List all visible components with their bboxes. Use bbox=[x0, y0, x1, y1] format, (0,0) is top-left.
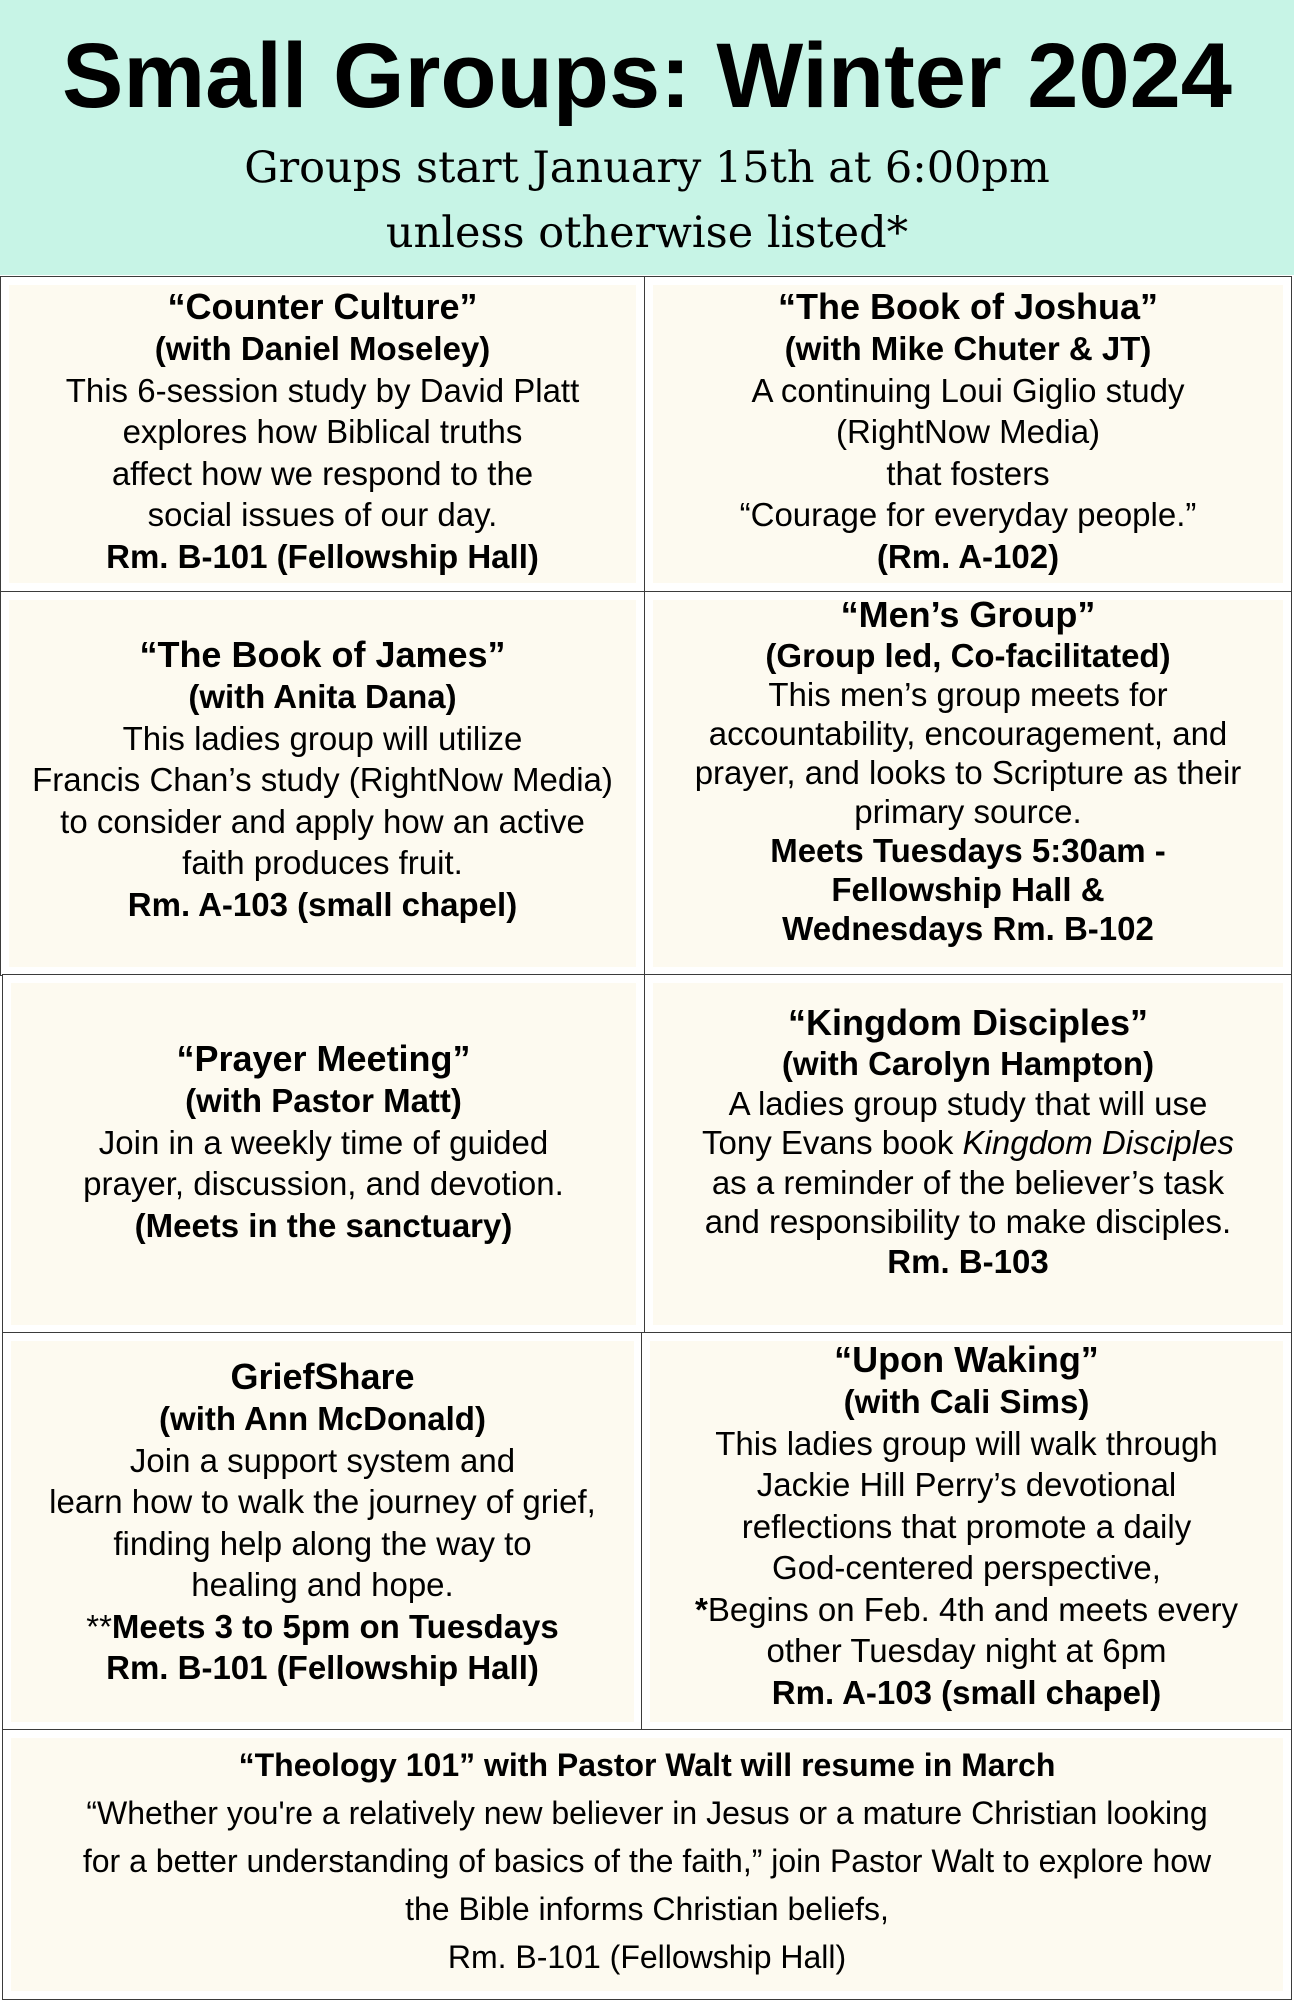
group-card-mens-group bbox=[644, 591, 1292, 976]
group-leader: (with Mike Chuter & JT) bbox=[784, 330, 1152, 367]
card-content bbox=[3, 1037, 644, 1246]
group-location: (Meets in the sanctuary) bbox=[134, 1206, 513, 1244]
group-location: Rm. B-101 (Fellowship Hall) bbox=[106, 1649, 539, 1686]
group-location: (Rm. A-102) bbox=[876, 537, 1060, 575]
group-title: “Prayer Meeting” bbox=[176, 1038, 471, 1079]
group-description-line: Francis Chan’s study (RightNow Media) bbox=[32, 761, 613, 798]
group-description-line: learn how to walk the journey of grief, bbox=[49, 1483, 596, 1520]
group-description-line: to consider and apply how an active bbox=[60, 802, 585, 840]
group-description-line: primary source. bbox=[854, 793, 1082, 830]
group-description-line: reflections that promote a daily bbox=[741, 1507, 1192, 1545]
footnote-marker: ** bbox=[86, 1607, 112, 1645]
card-content bbox=[642, 1338, 1291, 1713]
group-title: “Counter Culture” bbox=[167, 286, 478, 327]
card-content bbox=[3, 1741, 1291, 1981]
group-title: “Men’s Group” bbox=[840, 594, 1096, 635]
group-description-line: explores how Biblical truths bbox=[122, 413, 523, 450]
group-description-line: Jackie Hill Perry’s devotional bbox=[756, 1466, 1177, 1503]
card-content bbox=[1, 633, 644, 925]
group-title: “The Book of Joshua” bbox=[777, 286, 1159, 327]
description-text: Tony Evans book bbox=[702, 1124, 963, 1161]
group-description-line: This ladies group will utilize bbox=[122, 719, 523, 757]
group-leader: (with Carolyn Hampton) bbox=[781, 1045, 1155, 1082]
group-description-line: prayer, and looks to Scripture as their bbox=[694, 754, 1242, 791]
card-content bbox=[645, 285, 1291, 577]
group-card-griefshare bbox=[2, 1332, 643, 1731]
group-card-kingdom-disciples bbox=[644, 974, 1292, 1334]
group-title: “Theology 101” with Pastor Walt will resume in March bbox=[238, 1747, 1056, 1783]
footnote-marker: * bbox=[695, 1590, 708, 1628]
group-description-line: prayer, discussion, and devotion. bbox=[83, 1165, 564, 1202]
group-note-line bbox=[642, 1589, 1291, 1631]
group-card-prayer-meeting bbox=[2, 974, 645, 1334]
group-description-line: God-centered perspective, bbox=[772, 1549, 1161, 1586]
group-card-book-of-james bbox=[0, 591, 645, 976]
group-meeting-time bbox=[3, 1606, 642, 1648]
card-content bbox=[645, 1001, 1291, 1281]
group-description-line: Join in a weekly time of guided bbox=[98, 1123, 549, 1161]
group-description-line: as a reminder of the believer’s task bbox=[711, 1163, 1225, 1201]
group-description-line: “Whether you're a relatively new believer in Jesus or a mature Christian looking bbox=[86, 1795, 1208, 1831]
group-title: “Upon Waking” bbox=[834, 1339, 1099, 1380]
group-description-line: (RightNow Media) bbox=[835, 413, 1101, 450]
group-description-line bbox=[645, 1123, 1291, 1163]
group-card-joshua bbox=[644, 276, 1292, 592]
group-leader: (with Anita Dana) bbox=[188, 678, 457, 715]
group-description-line: A ladies group study that will use bbox=[728, 1084, 1208, 1122]
group-leader: (with Daniel Moseley) bbox=[154, 330, 491, 367]
group-title: “Kingdom Disciples” bbox=[787, 1002, 1149, 1043]
meeting-time-text: Meets 3 to 5pm on Tuesdays bbox=[111, 1607, 559, 1645]
page-subtitle-line1: Groups start January 15th at 6:00pm bbox=[244, 143, 1050, 193]
group-description-line: This men’s group meets for bbox=[768, 676, 1168, 713]
group-card-theology-101 bbox=[2, 1729, 1292, 2000]
group-description-line: the Bible informs Christian beliefs, bbox=[405, 1891, 889, 1927]
group-leader: (with Cali Sims) bbox=[843, 1383, 1090, 1420]
group-location: Rm. A-103 (small chapel) bbox=[771, 1673, 1162, 1711]
group-location-line: Meets Tuesdays 5:30am - bbox=[770, 832, 1166, 869]
group-description-line: accountability, encouragement, and bbox=[708, 715, 1228, 752]
group-note-line: other Tuesday night at 6pm bbox=[766, 1632, 1167, 1669]
page-subtitle-line2: unless otherwise listed* bbox=[385, 208, 909, 258]
group-location: Rm. B-101 (Fellowship Hall) bbox=[106, 537, 539, 575]
group-title: “The Book of James” bbox=[139, 634, 506, 675]
group-leader: (with Ann McDonald) bbox=[159, 1400, 486, 1437]
page-title: Small Groups: Winter 2024 bbox=[62, 25, 1232, 127]
group-location-line: Wednesdays Rm. B-102 bbox=[782, 910, 1154, 947]
group-description-line: finding help along the way to bbox=[113, 1524, 532, 1562]
group-description-line: A continuing Loui Giglio study bbox=[751, 371, 1185, 409]
card-content bbox=[645, 593, 1291, 948]
group-location: Rm. A-103 (small chapel) bbox=[127, 885, 518, 923]
group-description-line: for a better understanding of basics of the faith,” join Pastor Walt to explore how bbox=[82, 1843, 1212, 1879]
group-description-line: affect how we respond to the bbox=[111, 454, 534, 492]
group-description-line: healing and hope. bbox=[191, 1566, 454, 1603]
group-card-counter-culture bbox=[0, 276, 645, 592]
group-description-line: and responsibility to make disciples. bbox=[704, 1203, 1232, 1240]
group-location: Rm. B-103 bbox=[887, 1242, 1049, 1280]
group-leader: (Group led, Co-facilitated) bbox=[765, 637, 1171, 674]
page-header bbox=[0, 0, 1294, 275]
group-description-line: This 6-session study by David Platt bbox=[65, 371, 580, 409]
group-description-line: faith produces fruit. bbox=[182, 844, 463, 881]
group-description-line: This ladies group will walk through bbox=[715, 1424, 1218, 1462]
group-description-line: “Courage for everyday people.” bbox=[739, 496, 1197, 533]
group-description-line: Join a support system and bbox=[129, 1441, 516, 1479]
book-title: Kingdom Disciples bbox=[962, 1124, 1234, 1161]
note-text: Begins on Feb. 4th and meets every bbox=[707, 1590, 1238, 1628]
group-card-upon-waking bbox=[641, 1332, 1292, 1731]
group-title: GriefShare bbox=[230, 1356, 415, 1397]
card-content bbox=[1, 285, 644, 577]
group-location: Rm. B-101 (Fellowship Hall) bbox=[447, 1939, 847, 1975]
group-description-line: social issues of our day. bbox=[147, 496, 498, 533]
group-description-line: that fosters bbox=[886, 454, 1050, 492]
card-content bbox=[3, 1355, 642, 1689]
group-location-line: Fellowship Hall & bbox=[831, 871, 1105, 908]
group-leader: (with Pastor Matt) bbox=[185, 1082, 462, 1119]
